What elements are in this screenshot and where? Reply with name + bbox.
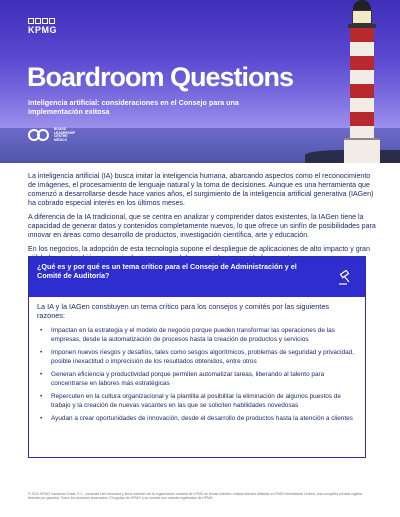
lighthouse-image bbox=[342, 0, 382, 163]
legal-footer: © 2024 KPMG Cárdenas Dosal, S.C., sociedad civil mexicana y firma miembro de la organización mundial de KPMG de firmas miembro independientes afiliadas a KPMG International Limited, una compañía privada inglesa limitada por garantía. Todos los derechos reservados. El logotipo de KPMG y su nombre son marcas registradas de KPMG. bbox=[28, 492, 363, 501]
list-item: • Repercuten en la cultura organizacional y la plantilla al posibilitar la eliminación de algunos puestos de trabajo y la creación de nuevas vacantes en las que se soliciten habilidades novedosas bbox=[37, 393, 357, 410]
list-item: • Impactan en la estrategia y el modelo de negocio porque pueden transformar las operaciones de las empresas, desde la automatización de procesos hasta la creación de productos y servicios bbox=[37, 327, 357, 344]
rings-icon bbox=[28, 129, 50, 141]
intro-paragraph-3: En los negocios, la adopción de esta tecnología supone el despliegue de aplicaciones de alto impacto y gran bbox=[28, 245, 370, 253]
page-subtitle: Inteligencia artificial: consideraciones en el Consejo para una implementación exitosa bbox=[28, 98, 239, 116]
kpmg-logo bbox=[28, 18, 57, 35]
intro-section bbox=[28, 172, 376, 268]
board-leadership-badge bbox=[28, 128, 78, 142]
logo-text: KPMG bbox=[28, 25, 57, 35]
box-title: ¿Qué es y por qué es un tema crítico para el Consejo de Administración y el Comité de Auditoría? bbox=[37, 262, 297, 280]
list-item: • Generan eficiencia y productividad porque permiten automatizar tareas, liberando al talento para concentrarse en labores más estratégicas bbox=[37, 371, 357, 388]
intro-paragraph-2: A diferencia de la IA tradicional, que se centra en analizar y comprender datos existentes, la IAGen tiene la capacidad de generar datos y contenidos completamente nuevos, lo que ofrece un sinfín de posibilidades para innovar en áreas como desarrollo de productos, investigación científica, arte y educación. bbox=[28, 213, 376, 239]
list-item: • Ayudan a crear oportunidades de innovación, desde el desarrollo de productos hasta la atención a clientes bbox=[37, 415, 357, 424]
badge-text: BOARD LEADERSHIP CENTRE MÉXICO bbox=[54, 127, 76, 142]
intro-paragraph-1: La inteligencia artificial (IA) busca imitar la inteligencia humana, abarcando aspectos como el reconocimiento de imágenes, el procesamiento de lenguaje natural y la toma de decisiones. Aunque es una herramienta que comenzó a desarrollarse desde hace varios años, el surgimiento de la inteligencia artificial generativa (IAGen) ha cobrado especial interés en los últimos meses. bbox=[28, 172, 374, 207]
reasons-list bbox=[37, 327, 357, 424]
box-header bbox=[29, 257, 365, 297]
page-title: Boardroom Questions bbox=[27, 62, 294, 92]
hero-banner bbox=[0, 0, 400, 163]
list-item: • Imponen nuevos riesgos y desafíos, tales como sesgos algorítmicos, problemas de seguridad y privacidad, posible inexactitud o imprecisión de los resultados obtenidos, entre otros bbox=[37, 349, 357, 366]
gavel-icon bbox=[336, 270, 352, 286]
box-lead: La IA y la IAGen constituyen un tema crítico para los consejos y comités por las siguientes razones: bbox=[37, 302, 330, 320]
critical-topic-box bbox=[28, 256, 366, 458]
